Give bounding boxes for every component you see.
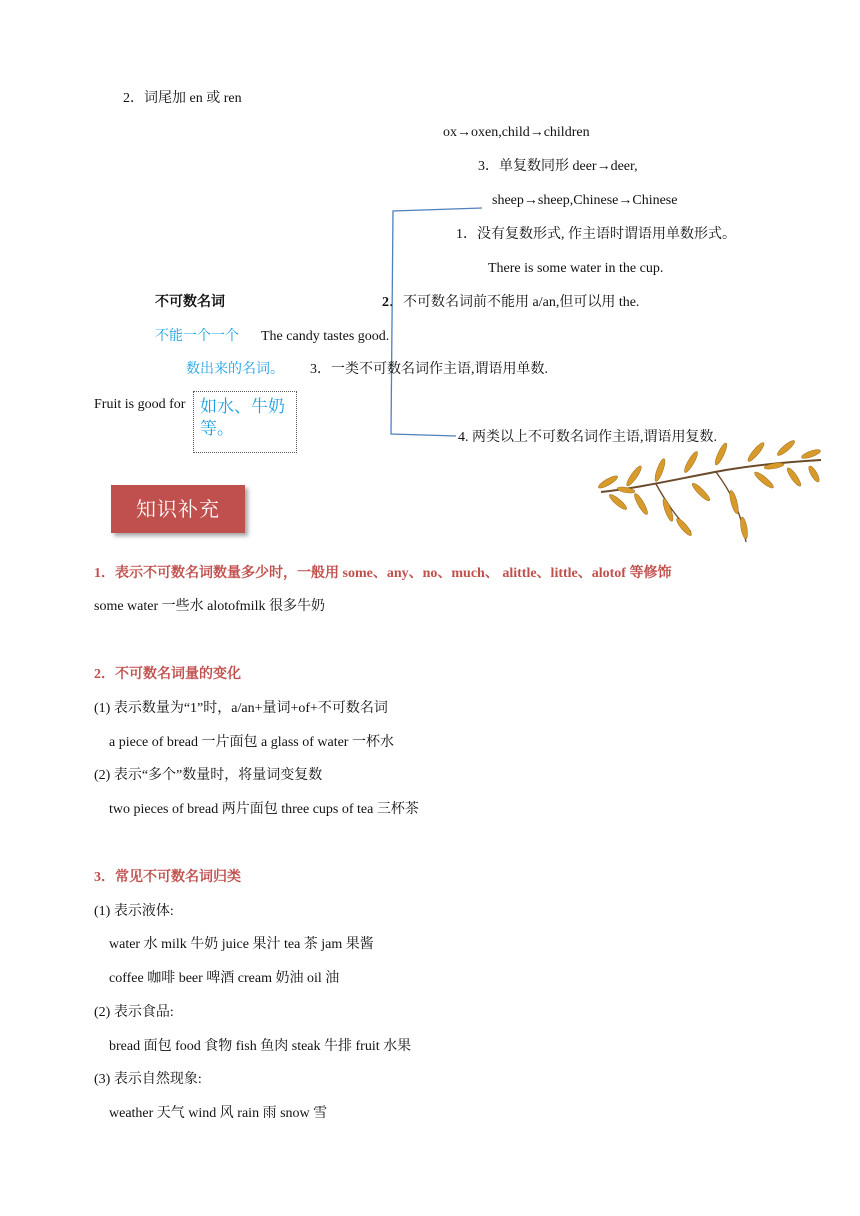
- section-3-item-3-line-1: weather 天气 wind 风 rain 雨 snow 雪: [109, 1106, 328, 1121]
- point-2-text: ．不可数名词前不能用 a/an,但可以用 the.: [389, 295, 640, 310]
- autumn-branch-icon: [596, 432, 826, 550]
- section-1-title: 1．表示不可数名词数量多少时，一般用 some、any、no、much、 alittle、little、alotof 等修饰: [94, 566, 672, 581]
- point-3-example: Fruit is good for: [94, 397, 186, 412]
- point-4: 4. 两类以上不可数名词作主语,谓语用复数.: [458, 430, 717, 445]
- section-2-item-1-example: a piece of bread 一片面包 a glass of water 一杯水: [109, 735, 394, 750]
- section-2-item-2: (2) 表示“多个”数量时，将量词变复数: [94, 768, 323, 783]
- knowledge-supplement-banner: 知识补充: [111, 485, 245, 533]
- section-3-item-2-line-1: bread 面包 food 食物 fish 鱼肉 steak 牛排 fruit 水果: [109, 1039, 412, 1054]
- rule-3-example: sheep→sheep,Chinese→Chinese: [492, 193, 678, 208]
- point-2-number: 2: [382, 295, 389, 310]
- section-3-item-2: (2) 表示食品:: [94, 1005, 174, 1020]
- bracket-icon: [0, 0, 860, 500]
- callout-box: 如水、牛奶等。: [193, 391, 297, 453]
- point-3: 3．一类不可数名词作主语,谓语用单数.: [310, 362, 548, 377]
- uncountable-desc-line1: 不能一个一个: [155, 329, 239, 344]
- section-3-item-1-line-2: coffee 咖啡 beer 啤酒 cream 奶油 oil 油: [109, 971, 340, 986]
- point-2: [382, 294, 639, 312]
- uncountable-desc-line2: 数出来的名词。: [186, 362, 284, 377]
- section-2-item-1: (1) 表示数量为“1”时，a/an+量词+of+不可数名词: [94, 701, 388, 716]
- section-1-example: some water 一些水 alotofmilk 很多牛奶: [94, 599, 325, 614]
- point-1-example: There is some water in the cup.: [488, 261, 664, 276]
- section-3-item-1: (1) 表示液体:: [94, 904, 174, 919]
- uncountable-heading: 不可数名词: [155, 295, 225, 310]
- section-2-item-2-example: two pieces of bread 两片面包 three cups of tea 三杯茶: [109, 802, 419, 817]
- rule-2-example: ox→oxen,child→children: [443, 125, 590, 140]
- section-3-item-1-line-1: water 水 milk 牛奶 juice 果汁 tea 茶 jam 果酱: [109, 937, 374, 952]
- section-3-item-3: (3) 表示自然现象:: [94, 1072, 202, 1087]
- point-1: 1．没有复数形式, 作主语时谓语用单数形式。: [456, 227, 736, 242]
- section-3-title: 3．常见不可数名词归类: [94, 870, 241, 885]
- rule-2: 2．词尾加 en 或 ren: [123, 91, 242, 106]
- rule-3: 3．单复数同形 deer→deer,: [478, 159, 638, 174]
- section-2-title: 2．不可数名词量的变化: [94, 667, 241, 682]
- point-2-example: The candy tastes good.: [261, 329, 390, 344]
